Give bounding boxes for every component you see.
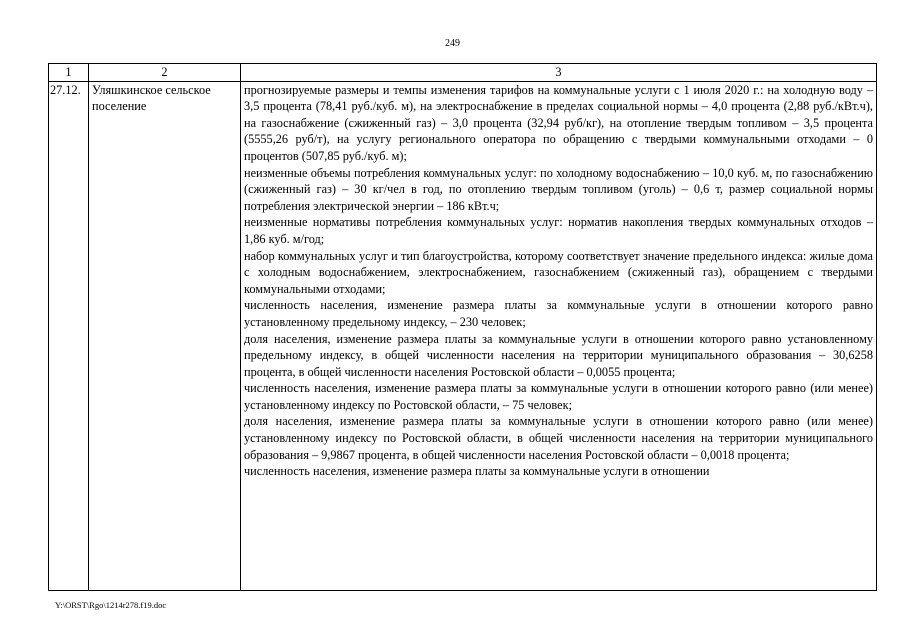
row-number: 27.12. <box>49 81 89 590</box>
column-header-3: 3 <box>241 64 877 82</box>
table-row <box>49 81 877 590</box>
paragraph: прогнозируемые размеры и темпы изменения тарифов на коммунальные услуги с 1 июля 2020 г.: на холодную воду – 3,5 процента (78,41 руб./куб. м), на электроснабжение в пределах социальной нормы – 4,0 процента (2,88 руб./кВт.ч), на газоснабжение (сжиженный газ) – 3,0 процента (32,94 руб/кг), на отопление твердым топливом – 3,5 процента (5555,26 руб/т), на услугу регионального оператора по обращению с твердыми коммунальными отходами – 0 процентов (507,85 руб./куб. м); <box>244 82 873 163</box>
paragraph: численность населения, изменение размера платы за коммунальные услуги в отношении <box>244 464 710 479</box>
paragraph: неизменные нормативы потребления коммунальных услуг: норматив накопления твердых коммунальных отходов – 1,86 куб. м/год; <box>244 215 873 246</box>
file-path-footer: Y:\ORST\Rgo\1214r278.f19.doc <box>55 600 167 610</box>
column-header-2: 2 <box>89 64 241 82</box>
paragraph: доля населения, изменение размера платы за коммунальные услуги в отношении которого равно установленному предельному индексу, в общей численности населения на территории муниципального образования – 30,6258 процента, в общей численности населения Ростовской области – 0,0055 процента; <box>244 331 873 379</box>
paragraph: неизменные объемы потребления коммунальных услуг: по холодному водоснабжению – 10,0 куб. м, по газоснабжению (сжиженный газ) – 30 кг/чел в год, по отоплению твердым топливом (уголь) – 0,6 т, размер социальной нормы потребления электрической энергии – 186 кВт.ч; <box>244 165 873 213</box>
settlement-name: Уляшкинское сельское поселение <box>89 81 241 590</box>
tariff-table <box>48 63 877 591</box>
paragraph: численность населения, изменение размера платы за коммунальные услуги в отношении которого равно установленному предельному индексу, – 230 человек; <box>244 298 873 329</box>
column-header-1: 1 <box>49 64 89 82</box>
paragraph: доля населения, изменение размера платы за коммунальные услуги в отношении которого равно (или менее) установленному индексу по Ростовской области, в общей численности населения на территории муниципального образования – 9,9867 процента, в общей численности населения Ростовской области – 0,0018 процента; <box>244 414 873 462</box>
row-content <box>241 81 877 590</box>
paragraph: численность населения, изменение размера платы за коммунальные услуги в отношении которого равно (или менее) установленному индексу по Ростовской области, – 75 человек; <box>244 381 873 412</box>
paragraph: набор коммунальных услуг и тип благоустройства, которому соответствует значение предельного индекса: жилые дома с холодным водоснабжением, электроснабжением, газоснабжением (сжиженный газ), обращением с твердыми коммунальными отходами; <box>244 248 873 296</box>
page-number: 249 <box>445 38 460 49</box>
table-header-row <box>49 64 877 82</box>
